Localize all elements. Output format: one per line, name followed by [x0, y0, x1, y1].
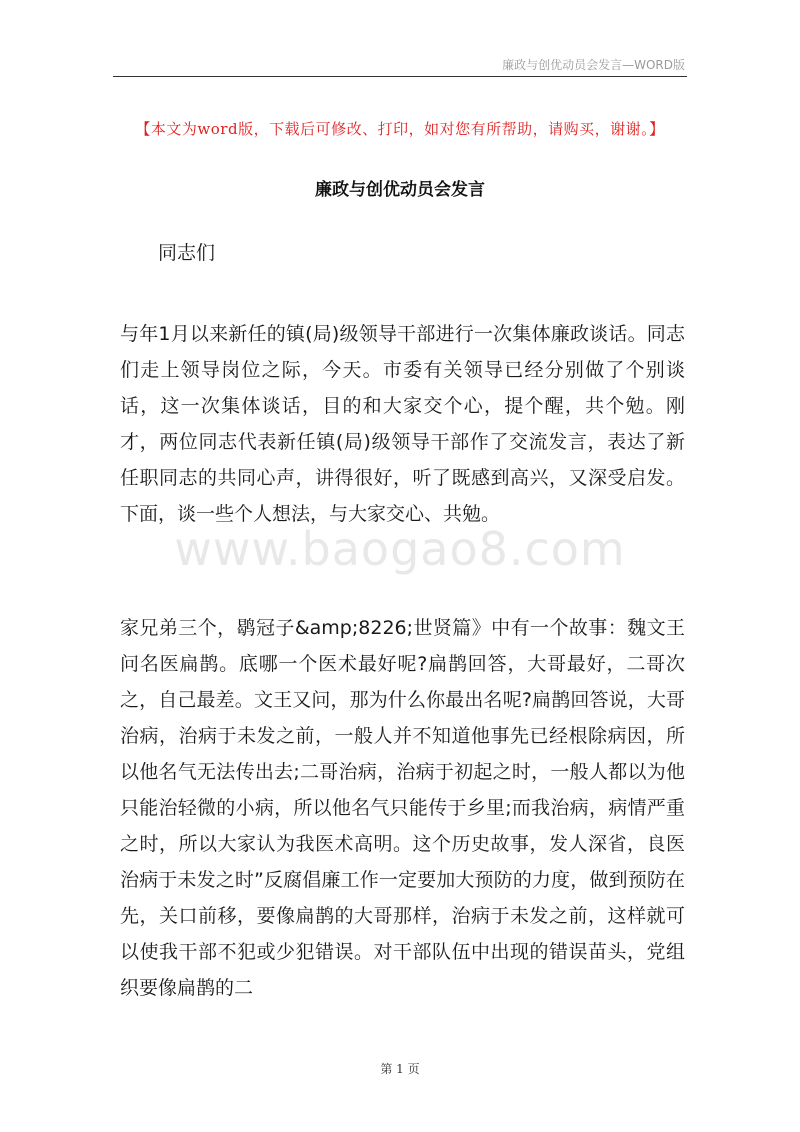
salutation: 同志们: [158, 242, 216, 264]
purchase-notice: 【本文为word版，下载后可修改、打印，如对您有所帮助，请购买，谢谢。】: [135, 120, 665, 138]
site-watermark: www.baogao8.com: [174, 522, 626, 576]
running-header: 廉政与创优动员会发言—WORD版: [502, 58, 685, 72]
page-number: 第 1 页: [380, 1062, 420, 1076]
body-paragraph-2: 家兄弟三个，鹖冠子&amp;8226;世贤篇》中有一个故事：魏文王问名医扁鹊。底哪一个医术最好呢?扁鹊回答，大哥最好，二哥次之，自己最差。文王又问，那为什么你最出名呢?扁鹊回答说，大哥治病，治病于未发之前，一般人并不知道他事先已经根除病因，所以他名气无法传出去;二哥治病，治病于初起之时，一般人都以为他只能治轻微的小病，所以他名气只能传于乡里;而我治病，病情严重之时，所以大家认为我医术高明。这个历史故事，发人深省，良医治病于未发之时”反腐倡廉工作一定要加大预防的力度，做到预防在先，关口前移，要像扁鹊的大哥那样，治病于未发之前，这样就可以使我干部不犯或少犯错误。对干部队伍中出现的错误苗头，党组织要像扁鹊的二: [120, 617, 685, 999]
document-title: 廉政与创优动员会发言: [315, 180, 485, 200]
header-divider: [113, 76, 687, 77]
body-paragraph-1: 与年1月以来新任的镇(局)级领导干部进行一次集体廉政谈话。同志们走上领导岗位之际，今天。市委有关领导已经分别做了个别谈话，这一次集体谈话，目的和大家交个心，提个醒，共个勉。刚才，两位同志代表新任镇(局)级领导干部作了交流发言，表达了新任职同志的共同心声，讲得很好，听了既感到高兴，又深受启发。下面，谈一些个人想法，与大家交心、共勉。: [120, 323, 685, 525]
